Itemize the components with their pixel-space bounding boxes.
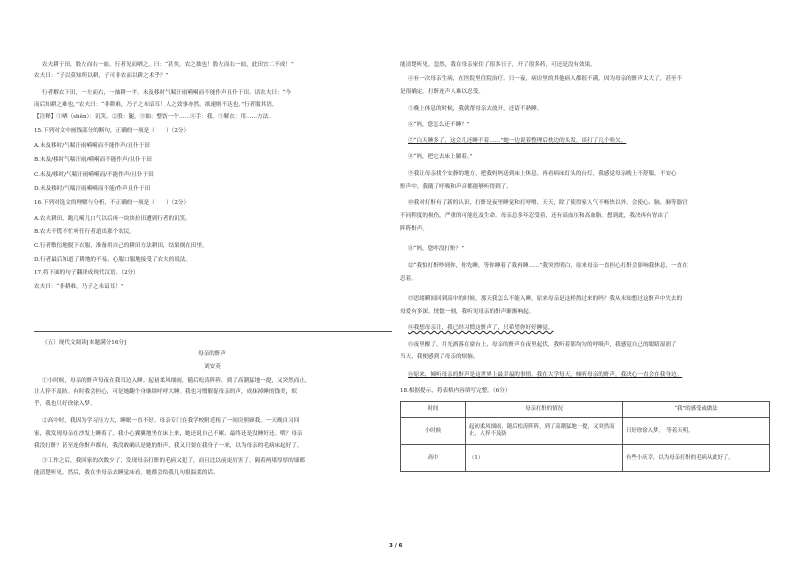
text-line: 阵阵鼾声。 (400, 226, 428, 232)
answer-table (400, 401, 770, 472)
text-line: 忍着。 (400, 276, 417, 282)
text-line: ⑬思绪瞬间回到高中的时候，那天我怎么不能入睡，原来母亲是这样熬过来的吗？我从未知想过这鼾声中失去的 (408, 296, 683, 302)
text-line: C.未及/移时/气喘汗雨嗬嗬而/不能作声/且仆于田 (34, 172, 154, 178)
text-line: 家，我发现母亲在沙发上睡着了，我小心翼翼地坐在床上来，她还说自己不累，最终还是没睡好还。喂？母亲 (34, 431, 303, 437)
text-line: 母爱有多深。恍惚一刻，我听见母亲的鼾声渐渐响起。 (400, 309, 535, 315)
table-header-snoring: 母亲打鼾的情况 (466, 402, 623, 418)
text-line: ⑤晚上体息的时候，我就帮母亲去放开，还请不熟睡。 (408, 106, 543, 112)
table-cell: 有些小庆幸，以为母亲打鼾的毛病从此好了。 (623, 445, 770, 472)
text-line: 农夫曰：“子以莫知所以耕，子可非农而以耕之术乎？” (34, 73, 169, 79)
table-cell: 高中 (401, 445, 466, 472)
text-line: D.未及移时/气喘汗雨嗬嗬而不能/作声且仆于田 (34, 186, 151, 192)
text-line: ⑦“白天睡多了，这会儿还睡不着……”她一边说着整理后枕边的头发，谈打了几个哈欠。 (408, 138, 627, 144)
table-header-time: 时间 (401, 402, 466, 418)
table-cell: 只好徐徐入梦。 等着天明。 (623, 418, 770, 445)
text-line: ②高中时，我因为学习压力大，睡眠一直不好。母亲专门在我学校附近租了一间房照顾我。一天晚自习回 (42, 418, 300, 424)
table-header-feeling: “我”的感受或做法 (623, 402, 770, 418)
text-line: ⑯原来，倾听母亲的鼾声是这世界上最幸福的事情。我在大学每天，倾听母亲的鼾声，我决心一直会在我身边。 (408, 372, 683, 378)
text-line: 鼾声中。我随了呼吸和声音都能够听得到了。 (400, 184, 512, 190)
text-line: 17.将下面的句子翻译成现代汉语。（2分） (34, 270, 139, 276)
text-line: 而后知耕之难也。”农夫曰：“非耕难，乃子之未谙耳！人之效事亦然，欲速则不达也。”行者服其语。 (34, 102, 278, 108)
text-line: ①小时候，母亲的鼾声每夜在我耳边入睡。起初柔风细雨，随后松涛阵阵，到了高潮猛地一提，又突然而止， (42, 378, 311, 384)
text-line: 能清楚听见。忽然，我在母亲家住了很多日子，开了很多药，可还是没有效果。 (400, 62, 596, 68)
table-cell-answer[interactable]: （1） (466, 445, 623, 472)
text-line: 母亲的鼾声 (198, 351, 226, 357)
text-line: A.未及移时/气喘汗雨嗬嗬而不能作声/且仆于田 (34, 143, 150, 149)
text-line: C.行者敷衍地脱下衣服，准备用自己的耕田方法耕田，结果倒在田里。 (34, 243, 208, 249)
text-line: 乎，我也只好徐徐入梦。 (34, 401, 96, 407)
text-line: ⑭我想母亲让，我已经习惯这鼾声了，只希望你好好睡觉。 (408, 325, 554, 331)
text-line: （五）现代文阅读[本题满分16分] (42, 340, 127, 346)
text-line: B.未及/移时气喘汗雨/嗬嗬而不能作声/且仆于田 (34, 157, 152, 163)
text-line: ⑧“妈，把它去床上躺着。” (408, 154, 473, 160)
text-line: ⑫“我怕打鼾吵到你，你先睡，等你睡着了我再睡……”我突然明白，原来母亲一直担心打鼾会影响我休息，一直在 (408, 263, 688, 269)
text-line: 是很确定。打鼾连声人难以忍受。 (400, 89, 484, 95)
text-line: 农夫耕于田，股左而右一皿，行者见而哂之，曰：“甚矣，农之拙也！股左而右一皿，此田宜二不成！” (42, 62, 294, 68)
text-line: D.行者最后知道了耕地的不易，心服口服地接受了农夫的说法。 (34, 257, 192, 263)
text-line: 农夫曰：“非耕难，乃子之未谙耳！” (34, 284, 124, 290)
text-line: 行者解衣下田，一左而右，一抽耕一平。未及移时气喘汗雨嗬嗬而不能作声且仆于田。请农夫曰：“今 (42, 90, 291, 96)
table-cell: 小时候 (401, 418, 466, 445)
text-line: ⑨我让母亲找个安静的地方，把我妈妈送到床上休息。再看病床灯头的台灯，我感觉母亲晚上不舒服，不安心 (408, 171, 677, 177)
text-line: 能清楚听见。然后，我在坐母亲去睡觉床看，她都会给我几句很温柔的话。 (34, 470, 219, 476)
text-line: ⑩我对打鼾有了新的认识，打鼾是夜里睡觉和打呼噜、天天，除了使得家人气不畅快以外，会使心、脑、肺等器官 (408, 200, 688, 206)
text-line: ③工作之后，我回家的次数少了，发现母亲打鼾的毛病又犯了，而且比以前更厉害了。隔着两堵厚厚的墙都 (42, 458, 305, 464)
page-number: 3 / 6 (389, 543, 403, 549)
table-row (401, 418, 770, 445)
text-line: ④有一次母亲生病，在医院里住院治疗。只一夜，病房里的其他病人都很不满，因为母亲的鼾声太大了，甚至不 (408, 76, 683, 82)
text-line: 当天，我便感到了母亲的烦恼。 (400, 354, 479, 360)
text-line: 【注释】①哂（shěn）：讥笑。②股：腿。③抽：整饬一个……④手：我。⑤解衣：用……方法。 (34, 114, 274, 120)
text-line: B.农夫不慌不忙听任行者道出那个农民。 (34, 229, 135, 235)
text-line: 让人猝不及防。有时我会担心，可是她翻个身继续呼呼大睡。我也习惯催促母亲的声，成抹掉睡的钱美，似 (34, 389, 297, 395)
text-line: A.农夫耕田，跑几嗬儿口气以后再一块块拉田遭到行者的讥笑。 (34, 216, 191, 222)
text-line: ⑮夜里醒了，月光洒落在窗台上，母亲的鼾声在夜里起伏，我听着那均匀的呼吸声，我感觉自己的眼睛湿润了 (408, 342, 677, 348)
table-cell: 起初柔风细雨，随后松涛阵阵，到了高潮猛地一提，又突然而止，人猝不及防 (466, 418, 623, 445)
table-row (401, 445, 770, 472)
text-line: ⑪“妈，您咋没打鼾？” (408, 246, 465, 252)
text-line: 我没打鼾？甚至连你鼾声都有，我没敢确认是她的鼾声，我又只要在我身子一来，以为母亲的毛病床起好了。 (34, 443, 303, 449)
text-line: 不同程度的损伤，严重的可能危及生命。母亲总多年忍受着，还有高血压和高血脂。想到此，我决再有胃由了 (400, 213, 669, 219)
text-line: 刘安英 (204, 364, 221, 370)
text-line: ⑥“妈，您怎么还不睡？” (408, 122, 470, 128)
text-line: 18.根据提示，将表格内容填写完整。（6分） (400, 388, 511, 394)
text-line: 16.下列对选文的理解与分析，不正确的一项是（ ）（2分） (34, 200, 190, 206)
section-divider (34, 331, 392, 332)
text-line: 15.下列对文中画线部分的断句，正确的一项是（ ）（2分） (34, 128, 190, 134)
